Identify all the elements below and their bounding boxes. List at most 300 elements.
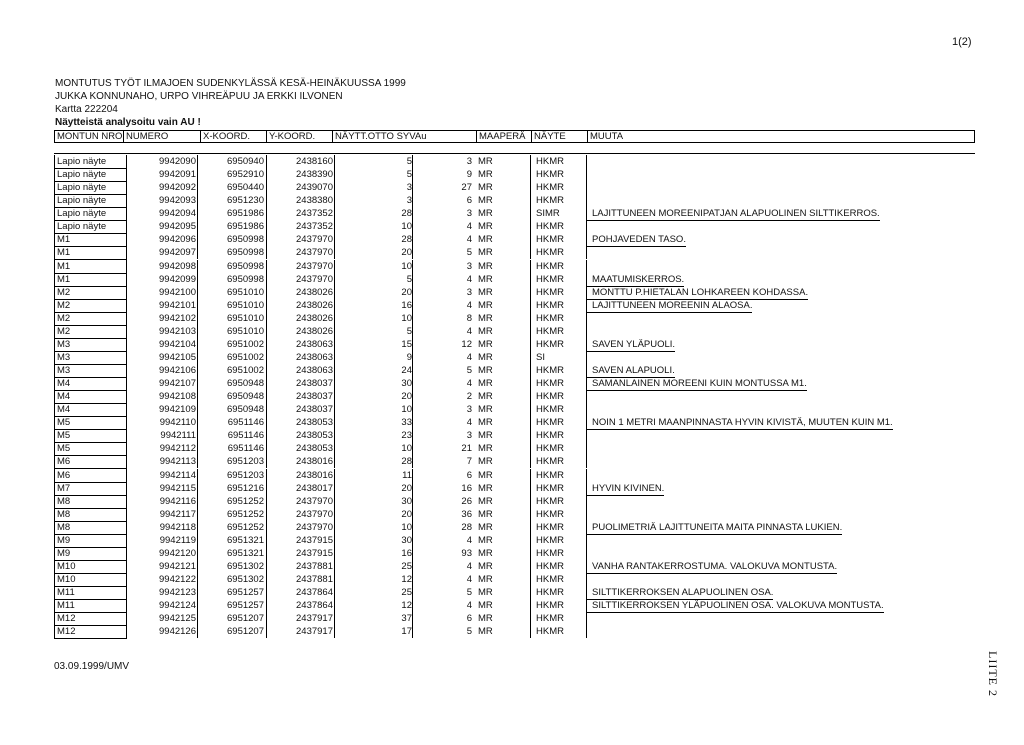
cell-x-koord: 6951252 (197, 521, 264, 534)
cell-montun-nro: M3 (54, 338, 127, 352)
cell-syvyys-a: 16 (334, 299, 412, 312)
cell-muuta: PUOLIMETRIÄ LAJITTUNEITA MAITA PINNASTA LUKIEN. (586, 521, 842, 535)
cell-muuta (586, 168, 592, 181)
cell-syvyys-b: 3 (412, 260, 472, 273)
cell-muuta: MONTTU P.HIETALAN LOHKAREEN KOHDASSA. (586, 286, 808, 300)
cell-x-koord: 6951986 (197, 220, 264, 233)
cell-x-koord: 6951207 (197, 612, 264, 625)
cell-syvyys-a: 20 (334, 246, 412, 259)
cell-numero: 9942115 (126, 482, 196, 495)
column-header-maapera: MAAPERÄ (476, 131, 525, 142)
cell-y-koord: 2438380 (266, 194, 333, 207)
cell-nayte: HKMR (530, 273, 588, 286)
cell-numero: 9942099 (126, 273, 196, 286)
cell-y-koord: 2437864 (266, 599, 333, 612)
cell-y-koord: 2437352 (266, 207, 333, 220)
cell-montun-nro: M2 (54, 312, 127, 326)
table-row (54, 442, 974, 455)
cell-montun-nro: M11 (54, 586, 127, 600)
cell-maapera: MR (478, 195, 493, 207)
cell-nayte: HKMR (530, 338, 588, 351)
cell-maapera: MR (478, 391, 493, 403)
cell-x-koord: 6951002 (197, 351, 264, 364)
cell-x-koord: 6951203 (197, 455, 264, 468)
cell-syvyys-a: 16 (334, 547, 412, 560)
cell-montun-nro: M6 (54, 469, 127, 483)
cell-montun-nro: M5 (54, 429, 127, 443)
cell-nayte: HKMR (530, 573, 588, 586)
cell-syvyys-a: 10 (334, 312, 412, 325)
table-row (54, 469, 974, 482)
cell-maapera: MR (478, 351, 493, 363)
table-row (54, 403, 974, 416)
cell-y-koord: 2438037 (266, 390, 333, 403)
cell-maapera: MR (478, 626, 493, 638)
cell-syvyys-a: 11 (334, 469, 412, 482)
cell-x-koord: 6951302 (197, 573, 264, 586)
table-row (54, 168, 974, 181)
cell-montun-nro: M5 (54, 416, 127, 430)
cell-x-koord: 6951010 (197, 286, 264, 299)
cell-numero: 9942095 (126, 220, 196, 233)
table-row (54, 194, 974, 207)
table-row (54, 233, 974, 246)
cell-numero: 9942105 (126, 351, 196, 364)
cell-y-koord: 2438016 (266, 469, 333, 482)
cell-y-koord: 2438016 (266, 455, 333, 468)
cell-syvyys-b: 3 (412, 155, 472, 168)
cell-syvyys-a: 9 (334, 351, 412, 364)
cell-syvyys-a: 20 (334, 508, 412, 521)
cell-maapera: MR (478, 521, 493, 533)
cell-nayte: SI (530, 351, 588, 364)
cell-x-koord: 6951257 (197, 586, 264, 599)
cell-numero: 9942119 (126, 534, 196, 547)
table-row (54, 207, 974, 220)
cell-muuta: VANHA RANTAKERROSTUMA. VALOKUVA MONTUSTA. (586, 560, 837, 574)
header-map: Kartta 222204 (55, 104, 118, 115)
cell-x-koord: 6951010 (197, 299, 264, 312)
table-row (54, 534, 974, 547)
cell-muuta (586, 573, 592, 586)
cell-maapera: MR (478, 365, 493, 376)
cell-syvyys-b: 5 (412, 586, 472, 599)
cell-syvyys-a: 5 (334, 155, 412, 168)
cell-x-koord: 6951216 (197, 482, 264, 495)
appendix-label: LIITE 2 (986, 651, 1000, 697)
cell-maapera: MR (478, 286, 493, 298)
header-note: Näytteistä analysoitu vain AU ! (55, 117, 201, 128)
cell-x-koord: 6951252 (197, 495, 264, 508)
table-row (54, 599, 974, 612)
cell-syvyys-a: 10 (334, 260, 412, 273)
cell-nayte: HKMR (530, 220, 588, 233)
cell-montun-nro: Lapio näyte (54, 181, 127, 195)
cell-numero: 9942098 (126, 260, 196, 273)
cell-maapera: MR (478, 600, 493, 612)
cell-syvyys-b: 4 (412, 416, 472, 429)
data-table (54, 155, 974, 638)
cell-numero: 9942118 (126, 521, 196, 534)
cell-syvyys-b: 4 (412, 299, 472, 312)
column-header-muuta: MUUTA (587, 131, 623, 142)
cell-montun-nro: M1 (54, 273, 127, 287)
cell-y-koord: 2437881 (266, 573, 333, 586)
cell-syvyys-b: 12 (412, 338, 472, 351)
cell-muuta (586, 246, 592, 259)
cell-numero: 9942096 (126, 233, 196, 246)
cell-maapera: MR (478, 221, 493, 233)
cell-numero: 9942125 (126, 612, 196, 625)
cell-montun-nro: M4 (54, 377, 127, 391)
cell-syvyys-b: 4 (412, 377, 472, 390)
page-number: 1(2) (952, 36, 972, 48)
cell-y-koord: 2437352 (266, 220, 333, 233)
cell-numero: 9942124 (126, 599, 196, 612)
cell-numero: 9942103 (126, 325, 196, 338)
cell-montun-nro: M9 (54, 547, 127, 561)
cell-nayte: HKMR (530, 547, 588, 560)
cell-numero: 9942094 (126, 207, 196, 220)
cell-nayte: SIMR (530, 207, 588, 220)
cell-montun-nro: M10 (54, 573, 127, 587)
cell-montun-nro: M5 (54, 442, 127, 456)
table-row (54, 521, 974, 534)
column-header-y-koord: Y-KOORD. (266, 131, 315, 142)
cell-numero: 9942113 (126, 455, 196, 468)
cell-muuta: MAATUMISKERROS. (586, 273, 684, 287)
column-header-numero: NUMERO (123, 131, 168, 142)
cell-muuta: SILTTIKERROKSEN YLÄPUOLINEN OSA. VALOKUVA MONTUSTA. (586, 599, 884, 613)
cell-x-koord: 6951321 (197, 547, 264, 560)
cell-x-koord: 6952910 (197, 168, 264, 181)
cell-nayte: HKMR (530, 325, 588, 338)
cell-syvyys-b: 4 (412, 599, 472, 612)
cell-syvyys-b: 6 (412, 469, 472, 482)
cell-syvyys-a: 3 (334, 181, 412, 194)
cell-x-koord: 6950948 (197, 377, 264, 390)
cell-y-koord: 2438390 (266, 168, 333, 181)
cell-x-koord: 6951302 (197, 560, 264, 573)
cell-nayte: HKMR (530, 560, 588, 573)
cell-montun-nro: Lapio näyte (54, 220, 127, 234)
cell-muuta (586, 612, 592, 625)
cell-nayte: HKMR (530, 508, 588, 521)
cell-syvyys-a: 12 (334, 599, 412, 612)
table-row (54, 286, 974, 299)
cell-syvyys-b: 36 (412, 508, 472, 521)
table-row (54, 416, 974, 429)
cell-y-koord: 2439070 (266, 181, 333, 194)
cell-numero: 9942108 (126, 390, 196, 403)
cell-montun-nro: M1 (54, 233, 127, 247)
cell-x-koord: 6950948 (197, 403, 264, 416)
table-row (54, 181, 974, 194)
cell-montun-nro: M9 (54, 534, 127, 548)
cell-syvyys-b: 5 (412, 625, 472, 638)
cell-syvyys-a: 33 (334, 416, 412, 429)
cell-nayte: HKMR (530, 260, 588, 273)
cell-y-koord: 2438053 (266, 442, 333, 455)
cell-syvyys-b: 9 (412, 168, 472, 181)
cell-numero: 9942100 (126, 286, 196, 299)
table-row (54, 246, 974, 259)
cell-muuta (586, 351, 592, 364)
cell-montun-nro: M2 (54, 299, 127, 313)
cell-maapera: MR (478, 443, 493, 455)
column-header-x-koord: X-KOORD. (200, 131, 250, 142)
cell-y-koord: 2438026 (266, 312, 333, 325)
cell-muuta (586, 469, 592, 482)
cell-maapera: MR (478, 482, 493, 494)
cell-x-koord: 6950998 (197, 233, 264, 246)
cell-numero: 9942091 (126, 168, 196, 181)
cell-maapera: MR (478, 469, 493, 481)
table-row (54, 495, 974, 508)
cell-maapera: MR (478, 156, 493, 167)
cell-nayte: HKMR (530, 586, 588, 599)
cell-y-koord: 2437970 (266, 495, 333, 508)
table-row (54, 508, 974, 521)
cell-y-koord: 2437915 (266, 547, 333, 560)
table-row (54, 612, 974, 625)
cell-syvyys-b: 21 (412, 442, 472, 455)
cell-x-koord: 6950998 (197, 273, 264, 286)
cell-syvyys-b: 8 (412, 312, 472, 325)
cell-x-koord: 6950440 (197, 181, 264, 194)
cell-muuta: SAMANLAINEN MOREENI KUIN MONTUSSA M1. (586, 377, 807, 391)
cell-syvyys-a: 37 (334, 612, 412, 625)
cell-syvyys-b: 6 (412, 612, 472, 625)
cell-nayte: HKMR (530, 403, 588, 416)
table-row (54, 377, 974, 390)
cell-montun-nro: M3 (54, 351, 127, 365)
cell-montun-nro: M1 (54, 246, 127, 260)
cell-syvyys-b: 4 (412, 560, 472, 573)
cell-syvyys-b: 4 (412, 573, 472, 586)
cell-y-koord: 2438026 (266, 299, 333, 312)
cell-syvyys-a: 3 (334, 194, 412, 207)
cell-x-koord: 6951252 (197, 508, 264, 521)
cell-syvyys-a: 5 (334, 273, 412, 286)
cell-numero: 9942102 (126, 312, 196, 325)
cell-maapera: MR (478, 299, 493, 311)
cell-numero: 9942117 (126, 508, 196, 521)
header-title: MONTUTUS TYÖT ILMAJOEN SUDENKYLÄSSÄ KESÄ-HEINÄKUUSSA 1999 (55, 78, 406, 89)
cell-x-koord: 6950998 (197, 246, 264, 259)
cell-y-koord: 2437864 (266, 586, 333, 599)
cell-numero: 9942123 (126, 586, 196, 599)
cell-numero: 9942092 (126, 181, 196, 194)
cell-syvyys-b: 4 (412, 233, 472, 246)
table-row (54, 429, 974, 442)
cell-y-koord: 2438063 (266, 338, 333, 351)
cell-nayte: HKMR (530, 286, 588, 299)
cell-syvyys-a: 25 (334, 560, 412, 573)
cell-maapera: MR (478, 247, 493, 259)
table-row (54, 482, 974, 495)
cell-muuta (586, 625, 592, 638)
cell-syvyys-a: 10 (334, 521, 412, 534)
cell-y-koord: 2437970 (266, 246, 333, 259)
cell-nayte: HKMR (530, 442, 588, 455)
cell-syvyys-b: 16 (412, 482, 472, 495)
cell-x-koord: 6950948 (197, 390, 264, 403)
cell-montun-nro: M4 (54, 390, 127, 404)
cell-syvyys-a: 17 (334, 625, 412, 638)
cell-y-koord: 2437970 (266, 233, 333, 246)
cell-muuta (586, 403, 592, 416)
cell-x-koord: 6951203 (197, 469, 264, 482)
cell-nayte: HKMR (530, 312, 588, 325)
cell-nayte: HKMR (530, 390, 588, 403)
cell-nayte: HKMR (530, 377, 588, 390)
cell-nayte: HKMR (530, 429, 588, 442)
cell-y-koord: 2438053 (266, 416, 333, 429)
cell-maapera: MR (478, 182, 493, 194)
cell-montun-nro: M8 (54, 508, 127, 522)
table-row (54, 560, 974, 573)
cell-numero: 9942116 (126, 495, 196, 508)
cell-montun-nro: M4 (54, 403, 127, 417)
table-row (54, 455, 974, 468)
cell-nayte: HKMR (530, 416, 588, 429)
cell-muuta (586, 155, 592, 168)
cell-nayte: HKMR (530, 155, 588, 168)
cell-muuta (586, 260, 592, 273)
footer-date: 03.09.1999/UMV (54, 661, 130, 672)
cell-syvyys-b: 6 (412, 194, 472, 207)
cell-numero: 9942121 (126, 560, 196, 573)
cell-muuta (586, 325, 592, 338)
cell-numero: 9942111 (126, 429, 196, 442)
cell-maapera: MR (478, 260, 493, 272)
cell-numero: 9942101 (126, 299, 196, 312)
column-header-nayte: NÄYTE (531, 131, 566, 142)
cell-syvyys-b: 26 (412, 495, 472, 508)
cell-maapera: MR (478, 417, 493, 429)
cell-numero: 9942109 (126, 403, 196, 416)
cell-maapera: MR (478, 338, 493, 350)
cell-muuta: NOIN 1 METRI MAANPINNASTA HYVIN KIVISTÄ, MUUTEN KUIN M1. (586, 416, 893, 430)
cell-y-koord: 2437915 (266, 534, 333, 547)
column-header-montun-nro: MONTUN NRO (57, 131, 123, 142)
cell-nayte: HKMR (530, 534, 588, 547)
cell-syvyys-b: 4 (412, 220, 472, 233)
cell-montun-nro: M12 (54, 625, 127, 639)
cell-maapera: MR (478, 508, 493, 520)
cell-numero: 9942093 (126, 194, 196, 207)
cell-syvyys-b: 4 (412, 325, 472, 338)
cell-syvyys-a: 10 (334, 403, 412, 416)
cell-syvyys-b: 2 (412, 390, 472, 403)
cell-y-koord: 2437970 (266, 260, 333, 273)
cell-maapera: MR (478, 234, 493, 246)
cell-syvyys-a: 30 (334, 377, 412, 390)
cell-nayte: HKMR (530, 482, 588, 495)
cell-muuta (586, 312, 592, 325)
cell-maapera: MR (478, 574, 493, 585)
cell-muuta: SILTTIKERROKSEN ALAPUOLINEN OSA. (586, 586, 773, 600)
cell-syvyys-a: 24 (334, 364, 412, 377)
cell-montun-nro: M8 (54, 521, 127, 535)
cell-nayte: HKMR (530, 612, 588, 625)
table-row (54, 364, 974, 377)
cell-y-koord: 2437970 (266, 521, 333, 534)
cell-syvyys-b: 28 (412, 521, 472, 534)
cell-x-koord: 6951002 (197, 364, 264, 377)
table-row (54, 220, 974, 233)
cell-muuta (586, 442, 592, 455)
cell-x-koord: 6950998 (197, 260, 264, 273)
cell-montun-nro: Lapio näyte (54, 168, 127, 182)
cell-syvyys-b: 4 (412, 273, 472, 286)
cell-nayte: HKMR (530, 455, 588, 468)
cell-y-koord: 2438037 (266, 403, 333, 416)
cell-nayte: HKMR (530, 168, 588, 181)
table-row (54, 325, 974, 338)
cell-numero: 9942120 (126, 547, 196, 560)
cell-y-koord: 2438026 (266, 325, 333, 338)
header-authors: JUKKA KONNUNAHO, URPO VIHREÄPUU JA ERKKI ILVONEN (55, 91, 343, 102)
cell-syvyys-b: 3 (412, 429, 472, 442)
table-row (54, 273, 974, 286)
table-row (54, 312, 974, 325)
cell-maapera: MR (478, 547, 493, 559)
cell-x-koord: 6951207 (197, 625, 264, 638)
cell-x-koord: 6951146 (197, 429, 264, 442)
table-row (54, 586, 974, 599)
cell-x-koord: 6951986 (197, 207, 264, 220)
table-row (54, 351, 974, 364)
cell-y-koord: 2437970 (266, 508, 333, 521)
cell-syvyys-a: 25 (334, 586, 412, 599)
cell-nayte: HKMR (530, 194, 588, 207)
cell-nayte: HKMR (530, 495, 588, 508)
cell-syvyys-b: 3 (412, 403, 472, 416)
cell-montun-nro: M1 (54, 260, 127, 274)
cell-syvyys-a: 20 (334, 390, 412, 403)
cell-syvyys-b: 3 (412, 286, 472, 299)
cell-syvyys-a: 5 (334, 168, 412, 181)
cell-montun-nro: M11 (54, 599, 127, 613)
cell-syvyys-b: 5 (412, 364, 472, 377)
cell-muuta (586, 194, 592, 207)
cell-x-koord: 6951002 (197, 338, 264, 351)
cell-montun-nro: Lapio näyte (54, 155, 127, 169)
cell-y-koord: 2438053 (266, 429, 333, 442)
cell-x-koord: 6951146 (197, 442, 264, 455)
cell-syvyys-b: 93 (412, 547, 472, 560)
cell-muuta (586, 547, 592, 560)
cell-nayte: HKMR (530, 521, 588, 534)
cell-syvyys-b: 27 (412, 181, 472, 194)
cell-nayte: HKMR (530, 364, 588, 377)
cell-syvyys-b: 4 (412, 351, 472, 364)
cell-maapera: MR (478, 378, 493, 390)
cell-syvyys-a: 20 (334, 286, 412, 299)
cell-syvyys-a: 30 (334, 495, 412, 508)
cell-syvyys-a: 30 (334, 534, 412, 547)
cell-muuta: SAVEN YLÄPUOLI. (586, 338, 675, 352)
table-row (54, 573, 974, 586)
cell-nayte: HKMR (530, 299, 588, 312)
cell-montun-nro: M10 (54, 560, 127, 574)
cell-nayte: HKMR (530, 599, 588, 612)
table-row (54, 155, 974, 168)
cell-maapera: MR (478, 456, 493, 468)
cell-x-koord: 6951230 (197, 194, 264, 207)
